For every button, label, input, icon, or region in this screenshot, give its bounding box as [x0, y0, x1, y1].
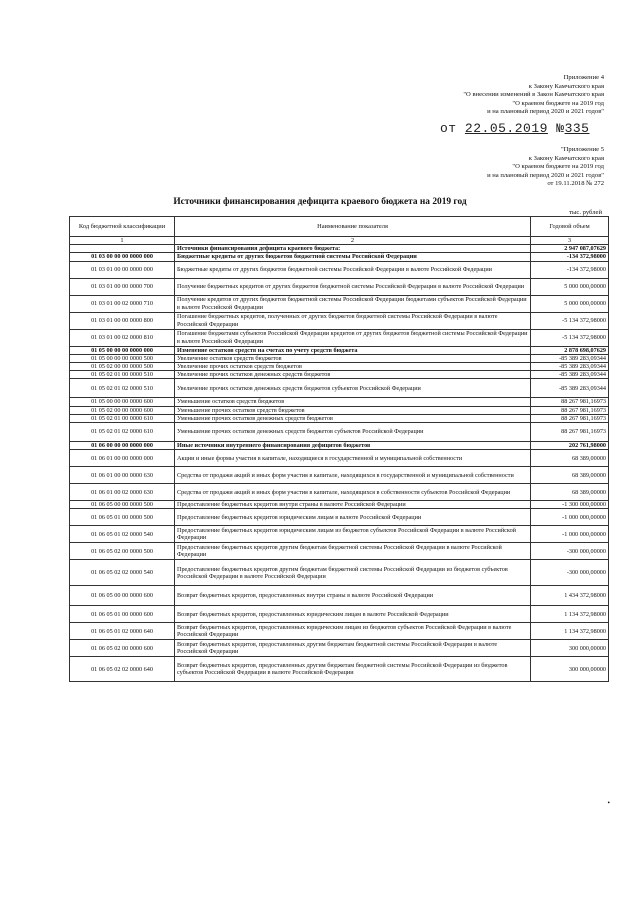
row-value: 2 878 698,07629	[531, 346, 609, 354]
row-code: 01 05 02 00 00 0000 600	[70, 406, 175, 414]
units-label: тыс. рублей	[569, 209, 602, 216]
row-value: -134 372,98000	[531, 253, 609, 261]
table-row	[70, 278, 609, 295]
row-code: 01 03 00 00 00 0000 000	[70, 253, 175, 261]
table-row	[70, 261, 609, 278]
row-name: Иные источники внутреннего финансирования дефицитов бюджетов	[175, 442, 531, 450]
original-appendix-header	[487, 146, 604, 189]
header-code: Код бюджетной классификации	[70, 217, 175, 237]
table-row	[70, 363, 609, 371]
col-number: 3	[531, 237, 609, 245]
row-value: -1 000 000,00000	[531, 526, 609, 543]
row-name: Средства от продажи акций и иных форм участия в капитале, находящихся в государственной и муниципальной собственности	[175, 467, 531, 484]
row-name: Уменьшение прочих остатков средств бюджетов	[175, 406, 531, 414]
row-name: Источники финансирования дефицита краевого бюджета:	[175, 245, 531, 253]
table-row	[70, 312, 609, 329]
row-value: -85 389 283,09344	[531, 379, 609, 398]
table-row	[70, 371, 609, 379]
row-value: 88 267 981,16973	[531, 414, 609, 422]
row-value: 5 000 000,00000	[531, 295, 609, 312]
row-value: 68 389,00000	[531, 484, 609, 501]
row-value: 1 134 372,98000	[531, 623, 609, 640]
table-row	[70, 484, 609, 501]
stamp-date: 22.05.2019	[464, 121, 548, 136]
row-name: Погашение бюджетных кредитов, полученных от других бюджетов бюджетной системы Российской Федерации в валюте Российской Федерации	[175, 312, 531, 329]
stamp-number: 335	[564, 121, 590, 136]
header-line: Приложение 4	[563, 74, 604, 81]
header-value: Годовой объем	[531, 217, 609, 237]
row-value: -5 134 372,98000	[531, 329, 609, 346]
row-value: 202 761,98000	[531, 442, 609, 450]
row-name: Изменение остатков средств на счетах по учету средств бюджета	[175, 346, 531, 354]
row-value: 300 000,00000	[531, 657, 609, 682]
row-code: 01 05 02 01 02 0000 510	[70, 379, 175, 398]
row-name: Предоставление бюджетных кредитов юридическим лицам в валюте Российской Федерации	[175, 509, 531, 526]
row-name: Возврат бюджетных кредитов, предоставленных юридическим лицам в валюте Российской Федерации	[175, 606, 531, 623]
row-name: Возврат бюджетных кредитов, предоставленных другим бюджетам бюджетной системы Российской Федерации в валюте Российской Федерации	[175, 640, 531, 657]
table-row	[70, 586, 609, 606]
table-row	[70, 606, 609, 623]
column-number-row	[70, 237, 609, 245]
row-code: 01 06 05 02 00 0000 600	[70, 640, 175, 657]
row-code: 01 05 02 01 02 0000 610	[70, 423, 175, 442]
row-value: 1 434 372,98000	[531, 586, 609, 606]
table-row	[70, 657, 609, 682]
header-line: "Приложение 5	[560, 146, 604, 153]
table-row	[70, 543, 609, 560]
row-code: 01 05 02 00 00 0000 500	[70, 363, 175, 371]
row-code: 01 06 05 02 00 0000 500	[70, 543, 175, 560]
table-row	[70, 623, 609, 640]
table-row	[70, 526, 609, 543]
row-name: Предоставление бюджетных кредитов юридическим лицам из бюджетов субъектов Российской Федерации в валюте Российской Федерации	[175, 526, 531, 543]
row-code: 01 06 01 00 00 0000 000	[70, 450, 175, 467]
table-row	[70, 354, 609, 362]
row-name: Уменьшение прочих остатков денежных средств бюджетов субъектов Российской Федерации	[175, 423, 531, 442]
row-code: 01 05 00 00 00 0000 500	[70, 354, 175, 362]
row-name: Погашение бюджетами субъектов Российской Федерации кредитов от других бюджетов бюджетной системы Российской Федерации в валюте Российской Федерации	[175, 329, 531, 346]
row-value: -1 000 000,00000	[531, 509, 609, 526]
row-name: Увеличение прочих остатков денежных средств бюджетов субъектов Российской Федерации	[175, 379, 531, 398]
row-value: 68 389,00000	[531, 450, 609, 467]
row-name: Увеличение прочих остатков денежных средств бюджетов	[175, 371, 531, 379]
row-name: Предоставление бюджетных кредитов другим бюджетам бюджетной системы Российской Федерации в валюте Российской Федерации	[175, 543, 531, 560]
row-value: 2 947 087,07629	[531, 245, 609, 253]
row-name: Бюджетные кредиты от других бюджетов бюджетной системы Российской Федерации в валюте Российской Федерации	[175, 261, 531, 278]
stamp-prefix: от	[440, 121, 457, 136]
table-row	[70, 442, 609, 450]
row-value: 5 000 000,00000	[531, 278, 609, 295]
row-code: 01 06 05 02 02 0000 640	[70, 657, 175, 682]
table-row	[70, 467, 609, 484]
table-header-row	[70, 217, 609, 237]
table-row	[70, 346, 609, 354]
row-name: Уменьшение остатков средств бюджетов	[175, 398, 531, 406]
table-row	[70, 560, 609, 586]
col-number: 1	[70, 237, 175, 245]
row-code: 01 06 05 02 02 0000 540	[70, 560, 175, 586]
header-line: от 19.11.2018 № 272	[547, 180, 604, 188]
row-code: 01 05 02 01 00 0000 510	[70, 371, 175, 379]
header-line: "О краевом бюджете на 2019 год	[512, 99, 604, 107]
row-code: 01 03 01 00 02 0000 810	[70, 329, 175, 346]
row-code: 01 06 05 00 00 0000 600	[70, 586, 175, 606]
table-row	[70, 423, 609, 442]
row-code: 01 03 01 00 02 0000 710	[70, 295, 175, 312]
header-name: Наименование показателя	[175, 217, 531, 237]
row-name: Предоставление бюджетных кредитов другим бюджетам бюджетной системы Российской Федерации из бюджетов субъектов Российской Федерации в валюте Российской Федерации	[175, 560, 531, 586]
table-row	[70, 501, 609, 509]
table-row	[70, 414, 609, 422]
row-value: 300 000,00000	[531, 640, 609, 657]
header-line: к Закону Камчатского края	[528, 82, 604, 90]
row-name: Получение бюджетных кредитов от других бюджетов бюджетной системы Российской Федерации в валюте Российской Федерации	[175, 278, 531, 295]
row-value: 68 389,00000	[531, 467, 609, 484]
scan-dot: •	[607, 799, 610, 807]
row-value: 88 267 981,16973	[531, 406, 609, 414]
law-date-stamp	[440, 121, 589, 136]
row-value: -85 389 283,09344	[531, 371, 609, 379]
header-line: и на плановый период 2020 и 2021 годов"	[487, 108, 604, 116]
row-name: Средства от продажи акций и иных форм участия в капитале, находящихся в собственности субъектов Российской Федерации	[175, 484, 531, 501]
header-line: и на плановый период 2020 и 2021 годов"	[487, 171, 604, 179]
financing-sources-table	[69, 216, 609, 682]
row-value: -300 000,00000	[531, 543, 609, 560]
table-row	[70, 406, 609, 414]
row-name: Бюджетные кредиты от других бюджетов бюджетной системы Российской Федерации	[175, 253, 531, 261]
row-code: 01 05 00 00 00 0000 000	[70, 346, 175, 354]
row-name: Предоставление бюджетных кредитов внутри страны в валюте Российской Федерации	[175, 501, 531, 509]
table-row	[70, 329, 609, 346]
row-value: -85 389 283,09344	[531, 363, 609, 371]
row-code: 01 06 05 01 00 0000 500	[70, 509, 175, 526]
table-row	[70, 253, 609, 261]
row-code: 01 05 00 00 00 0000 600	[70, 398, 175, 406]
row-name: Уменьшение прочих остатков денежных средств бюджетов	[175, 414, 531, 422]
row-value: 1 134 372,98000	[531, 606, 609, 623]
row-code: 01 03 01 00 00 0000 700	[70, 278, 175, 295]
header-line: "О внесении изменений в Закон Камчатского края	[463, 91, 604, 99]
row-name: Возврат бюджетных кредитов, предоставленных юридическим лицам из бюджетов субъектов Российской Федерации в валюте Российской Федерации	[175, 623, 531, 640]
row-value: 88 267 981,16973	[531, 423, 609, 442]
appendix-header	[463, 74, 604, 117]
table-row	[70, 640, 609, 657]
table-row	[70, 379, 609, 398]
row-code: 01 06 05 00 00 0000 500	[70, 501, 175, 509]
row-value: -5 134 372,98000	[531, 312, 609, 329]
table-row	[70, 245, 609, 253]
row-code	[70, 245, 175, 253]
row-name: Акции и иные формы участия в капитале, находящиеся в государственной и муниципальной собственности	[175, 450, 531, 467]
row-code: 01 06 00 00 00 0000 000	[70, 442, 175, 450]
row-code: 01 06 01 00 00 0000 630	[70, 467, 175, 484]
row-code: 01 05 02 01 00 0000 610	[70, 414, 175, 422]
table-row	[70, 295, 609, 312]
row-code: 01 06 05 01 02 0000 640	[70, 623, 175, 640]
row-code: 01 06 01 00 02 0000 630	[70, 484, 175, 501]
row-code: 01 03 01 00 00 0000 800	[70, 312, 175, 329]
row-name: Возврат бюджетных кредитов, предоставленных внутри страны в валюте Российской Федерации	[175, 586, 531, 606]
table-row	[70, 398, 609, 406]
row-code: 01 03 01 00 00 0000 000	[70, 261, 175, 278]
header-line: к Закону Камчатского края	[528, 154, 604, 162]
row-code: 01 06 05 01 00 0000 600	[70, 606, 175, 623]
row-value: -300 000,00000	[531, 560, 609, 586]
stamp-number-prefix: №	[556, 121, 565, 136]
header-line: "О краевом бюджете на 2019 год	[512, 163, 604, 171]
row-value: 88 267 981,16973	[531, 398, 609, 406]
row-value: -85 389 283,09344	[531, 354, 609, 362]
document-title: Источники финансирования дефицита краевого бюджета на 2019 год	[173, 197, 467, 207]
col-number: 2	[175, 237, 531, 245]
row-value: -134 372,98000	[531, 261, 609, 278]
row-code: 01 06 05 01 02 0000 540	[70, 526, 175, 543]
table-row	[70, 509, 609, 526]
row-name: Получение кредитов от других бюджетов бюджетной системы Российской Федерации бюджетами субъектов Российской Федерации в валюте Российской Федерации	[175, 295, 531, 312]
row-name: Увеличение остатков средств бюджетов	[175, 354, 531, 362]
row-value: -1 300 000,00000	[531, 501, 609, 509]
row-name: Увеличение прочих остатков средств бюджетов	[175, 363, 531, 371]
table-row	[70, 450, 609, 467]
row-name: Возврат бюджетных кредитов, предоставленных другим бюджетам бюджетной системы Российской Федерации из бюджетов субъектов Российской Федерации в валюте Российской Федерации	[175, 657, 531, 682]
